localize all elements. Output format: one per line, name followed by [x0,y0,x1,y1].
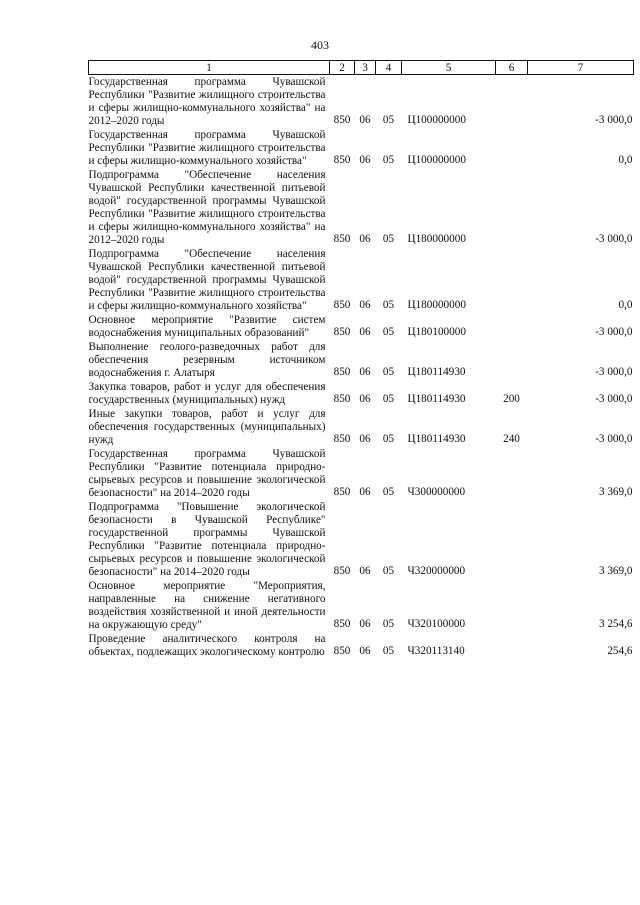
cell-subsection-code: 05 [382,366,395,378]
cell-expense-type: 200 [503,393,520,405]
cell-subsection-code: 05 [382,433,395,445]
row-description: Основное мероприятие "Развитие систем водоснабжения муниципальных образований" [88,314,326,339]
cell-subsection-code: 05 [382,233,395,245]
cell-amount: -3 000,0 [595,366,633,378]
cell-ministry-code: 850 [333,299,351,311]
cell-target-article: Ц180000000 [407,233,466,245]
cell-target-article: Ч320113140 [407,645,465,657]
cell-section-code: 06 [359,366,371,378]
cell-section-code: 06 [359,326,371,338]
row-description: Государственная программа Чувашской Республики "Развитие потенциала природно-сырьевых ресурсов и повышение экологической безопасности" на 2014–2020 годы [88,448,326,499]
cell-target-article: Ц180000000 [407,299,466,311]
row-description: Подпрограмма "Обеспечение населения Чувашской Республики качественной питьевой водой" государственной программы Чувашской Республики "Развитие жилищного строительства и сферы жилищно-коммунального хозяйства" [88,248,326,312]
table-row [89,168,634,247]
row-description: Проведение аналитического контроля на объектах, подлежащих экологическому контролю [88,633,326,658]
cell-expense-type [496,247,528,313]
row-description: Подпрограмма "Обеспечение населения Чувашской Республики качественной питьевой водой" государственной программы Чувашской Республики "Развитие жилищного строительства и сферы жилищно-коммунального хозяйства" на 2012–2020 годы [88,169,326,246]
budget-table [88,60,634,659]
cell-target-article: Ц100000000 [407,154,466,166]
row-description: Государственная программа Чувашской Республики "Развитие жилищного строительства и сферы жилищно-коммунального хозяйства" на 2012–2020 годы [88,76,326,127]
cell-section-code: 06 [359,114,371,126]
cell-subsection-code: 05 [382,393,395,405]
cell-subsection-code: 05 [382,645,395,657]
cell-amount: 3 369,0 [598,565,633,577]
column-header: 7 [528,61,634,75]
cell-target-article: Ц180100000 [407,326,466,338]
cell-expense-type [496,632,528,659]
cell-ministry-code: 850 [333,486,351,498]
cell-target-article: Ц180114930 [407,433,466,445]
header-row [89,61,634,75]
cell-subsection-code: 05 [382,154,395,166]
column-header: 2 [330,61,355,75]
row-description: Подпрограмма "Повышение экологической безопасности в Чувашской Республике" государственной программы Чувашской Республики "Развитие потенциала природно-сырьевых ресурсов и повышение экологической безопасности" на 2014–2020 годы [88,501,326,578]
cell-section-code: 06 [359,233,371,245]
table-row [89,447,634,500]
table-row [89,500,634,579]
cell-subsection-code: 05 [382,114,395,126]
cell-expense-type [496,579,528,632]
cell-ministry-code: 850 [333,366,351,378]
cell-ministry-code: 850 [333,618,351,630]
cell-subsection-code: 05 [382,486,395,498]
page-number: 403 [311,38,329,52]
table-row [89,313,634,340]
column-header: 4 [376,61,402,75]
cell-amount: 3 254,6 [598,618,633,630]
cell-subsection-code: 05 [382,299,395,311]
cell-expense-type [496,500,528,579]
cell-target-article: Ч320100000 [407,618,466,630]
cell-expense-type [496,340,528,380]
cell-expense-type: 240 [503,433,520,445]
table-row [89,340,634,380]
cell-amount: -3 000,0 [595,233,633,245]
cell-expense-type [496,128,528,168]
cell-ministry-code: 850 [333,433,351,445]
row-description: Основное мероприятие "Мероприятия, направленные на снижение негативного воздействия хозяйственной и иной деятельности на окружающую среду" [88,580,326,631]
row-description: Закупка товаров, работ и услуг для обеспечения государственных (муниципальных) нужд [88,381,326,406]
cell-ministry-code: 850 [333,565,351,577]
cell-subsection-code: 05 [382,565,395,577]
column-header: 5 [402,61,496,75]
cell-expense-type [496,168,528,247]
cell-section-code: 06 [359,299,371,311]
row-description: Государственная программа Чувашской Республики "Развитие жилищного строительства и сферы жилищно-коммунального хозяйства" [88,129,326,167]
cell-target-article: Ч320000000 [407,565,466,577]
table-row [89,407,634,447]
cell-amount: -3 000,0 [595,326,633,338]
cell-ministry-code: 850 [333,645,351,657]
column-header: 1 [89,61,330,75]
cell-expense-type [496,313,528,340]
table-row [89,128,634,168]
table-row [89,247,634,313]
cell-target-article: Ч300000000 [407,486,466,498]
table-row [89,380,634,407]
row-description: Выполнение геолого-разведочных работ для обеспечения резервным источником водоснабжения г. Алатыря [88,341,326,379]
cell-ministry-code: 850 [333,114,351,126]
table-row [89,75,634,129]
cell-section-code: 06 [359,393,371,405]
table-row [89,579,634,632]
cell-section-code: 06 [359,618,371,630]
cell-amount: 3 369,0 [598,486,633,498]
cell-amount: 0,0 [618,154,633,166]
cell-subsection-code: 05 [382,326,395,338]
cell-target-article: Ц180114930 [407,366,466,378]
cell-section-code: 06 [359,645,371,657]
cell-ministry-code: 850 [333,154,351,166]
column-header: 6 [496,61,528,75]
table-row [89,632,634,659]
cell-ministry-code: 850 [333,233,351,245]
row-description: Иные закупки товаров, работ и услуг для обеспечения государственных (муниципальных) нужд [88,408,326,446]
cell-expense-type [496,75,528,129]
column-header: 3 [355,61,376,75]
cell-target-article: Ц100000000 [407,114,466,126]
cell-ministry-code: 850 [333,326,351,338]
cell-amount: 254,6 [607,645,633,657]
cell-section-code: 06 [359,486,371,498]
cell-ministry-code: 850 [333,393,351,405]
cell-expense-type [496,447,528,500]
cell-target-article: Ц180114930 [407,393,466,405]
cell-amount: -3 000,0 [595,433,633,445]
cell-section-code: 06 [359,565,371,577]
cell-amount: 0,0 [618,299,633,311]
cell-amount: -3 000,0 [595,114,633,126]
cell-subsection-code: 05 [382,618,395,630]
cell-section-code: 06 [359,154,371,166]
cell-amount: -3 000,0 [595,393,633,405]
cell-section-code: 06 [359,433,371,445]
